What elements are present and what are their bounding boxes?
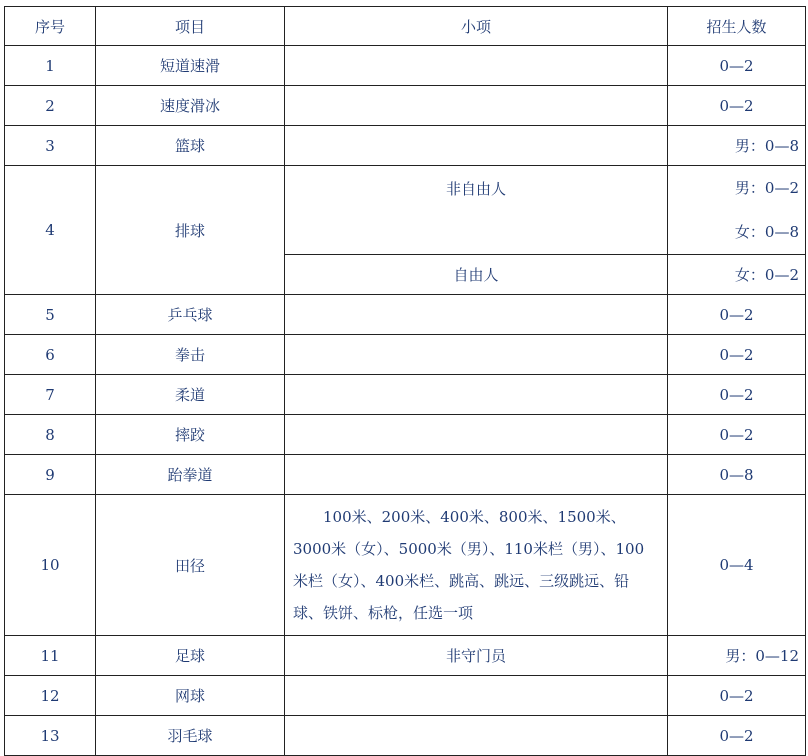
row-item: 排球 [96,166,285,295]
count-male: 男：0—2 [734,179,799,197]
row-item: 速度滑冰 [96,86,285,126]
row-count: 0—4 [668,495,806,636]
table-row [5,375,806,415]
row-no: 6 [5,335,96,375]
row-count: 0—2 [668,46,806,86]
row-item: 柔道 [96,375,285,415]
row-item: 乒乓球 [96,295,285,335]
header-sub: 小项 [285,7,668,46]
row-sub [285,676,668,716]
row-item: 羽毛球 [96,716,285,756]
row-sub [285,295,668,335]
table-row [5,676,806,716]
row-count: 0—8 [668,455,806,495]
row-item: 摔跤 [96,415,285,455]
row-sub: 非自由人 [285,166,668,255]
table-row [5,166,806,255]
row-no: 4 [5,166,96,295]
row-sub [285,455,668,495]
row-item: 篮球 [96,126,285,166]
enrollment-table [4,6,806,756]
row-no: 3 [5,126,96,166]
row-no: 1 [5,46,96,86]
row-item: 网球 [96,676,285,716]
row-count: 男：0—8 [668,126,806,166]
row-sub [285,716,668,756]
row-no: 11 [5,636,96,676]
row-no: 10 [5,495,96,636]
table-row [5,636,806,676]
row-item: 田径 [96,495,285,636]
row-sub [285,415,668,455]
row-count: 0—2 [668,676,806,716]
count-female: 女：0—8 [734,223,799,241]
table-row [5,495,806,636]
table-row [5,415,806,455]
row-sub [285,46,668,86]
row-sub: 非守门员 [285,636,668,676]
row-no: 5 [5,295,96,335]
row-item: 足球 [96,636,285,676]
row-count: 女：0—2 [668,255,806,295]
row-count: 0—2 [668,335,806,375]
table-row [5,46,806,86]
table-header-row [5,7,806,46]
row-sub [285,86,668,126]
row-item: 跆拳道 [96,455,285,495]
row-count: 0—2 [668,295,806,335]
row-no: 2 [5,86,96,126]
row-no: 13 [5,716,96,756]
table-row [5,335,806,375]
table-row [5,295,806,335]
row-count: 0—2 [668,415,806,455]
row-item: 拳击 [96,335,285,375]
row-no: 9 [5,455,96,495]
row-sub [285,375,668,415]
header-no: 序号 [5,7,96,46]
table-row [5,86,806,126]
row-count: 0—2 [668,375,806,415]
table-row [5,455,806,495]
row-count: 男：0—12 [668,636,806,676]
header-count: 招生人数 [668,7,806,46]
table-row [5,716,806,756]
row-item: 短道速滑 [96,46,285,86]
row-sub [285,126,668,166]
row-no: 12 [5,676,96,716]
row-sub: 自由人 [285,255,668,295]
row-sub: 100米、200米、400米、800米、1500米、3000米（女）、5000米（男）、110米栏（男）、100米栏（女）、400米栏、跳高、跳远、三级跳远、铅球、铁饼、标枪，任选一项 [285,495,668,636]
header-item: 项目 [96,7,285,46]
row-count [668,166,806,255]
row-count: 0—2 [668,86,806,126]
row-no: 8 [5,415,96,455]
row-count: 0—2 [668,716,806,756]
table-row [5,126,806,166]
row-sub [285,335,668,375]
row-no: 7 [5,375,96,415]
